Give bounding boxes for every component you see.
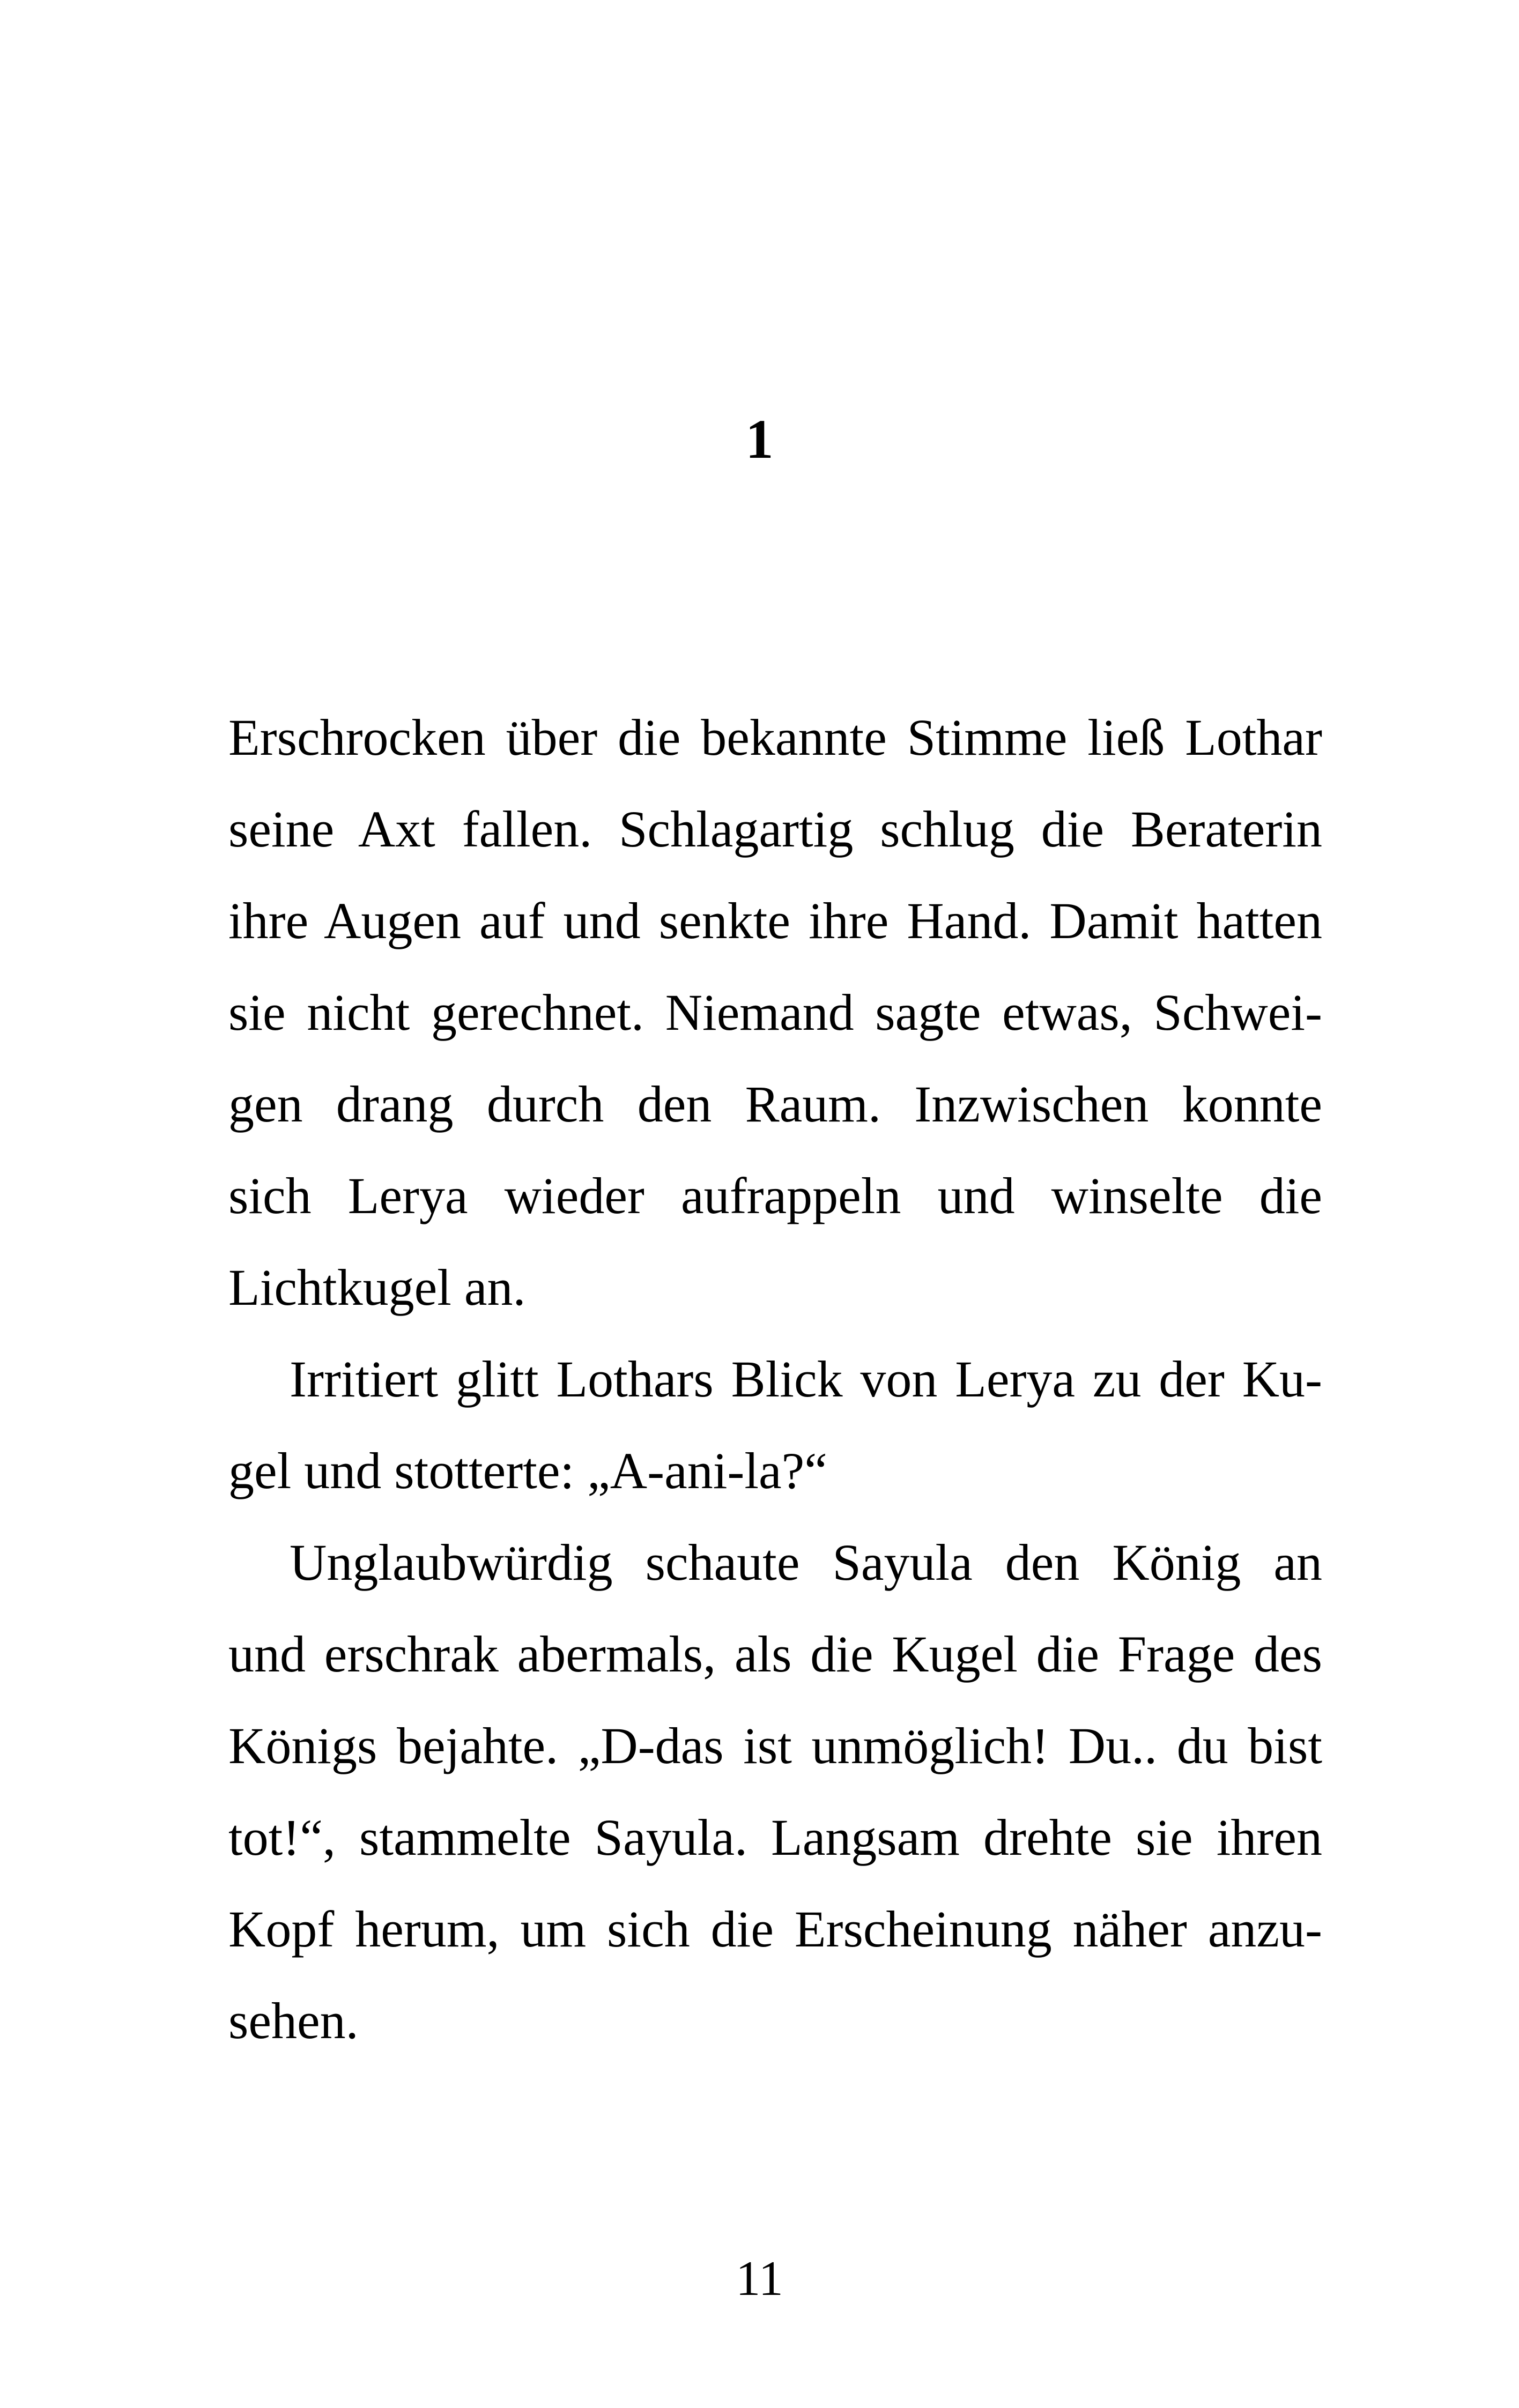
text-line: sich Lerya wieder aufrappeln und winselte die [228,1167,1322,1224]
text-line: gel und stotterte: „A-ani-la?“ [228,1442,827,1499]
text-line: gen drang durch den Raum. Inzwischen konnte [228,1075,1322,1133]
text-line: sie nicht gerechnet. Niemand sagte etwas, Schwei- [228,984,1322,1041]
chapter-number: 1 [745,408,774,470]
text-line: Irritiert glitt Lothars Blick von Lerya zu der Ku- [290,1350,1322,1408]
text-line: und erschrak abermals, als die Kugel die Frage des [228,1625,1322,1683]
text-line: ihre Augen auf und senkte ihre Hand. Damit hatten [228,892,1322,949]
text-line: tot!“, stammelte Sayula. Langsam drehte sie ihren [228,1809,1322,1866]
page-number: 11 [736,2251,783,2306]
chapter-body-text [228,692,1322,2067]
text-line: sehen. [228,1992,359,2049]
text-line: Lichtkugel an. [228,1259,526,1316]
text-line: Unglaubwürdig schaute Sayula den König an [290,1534,1322,1591]
text-line: Erschrocken über die bekannte Stimme ließ Lothar [228,709,1322,766]
text-line: seine Axt fallen. Schlagartig schlug die Beraterin [228,800,1322,858]
text-line: Königs bejahte. „D-das ist unmöglich! Du.. du bist [228,1717,1322,1774]
text-line: Kopf herum, um sich die Erscheinung näher anzu- [228,1900,1322,1958]
